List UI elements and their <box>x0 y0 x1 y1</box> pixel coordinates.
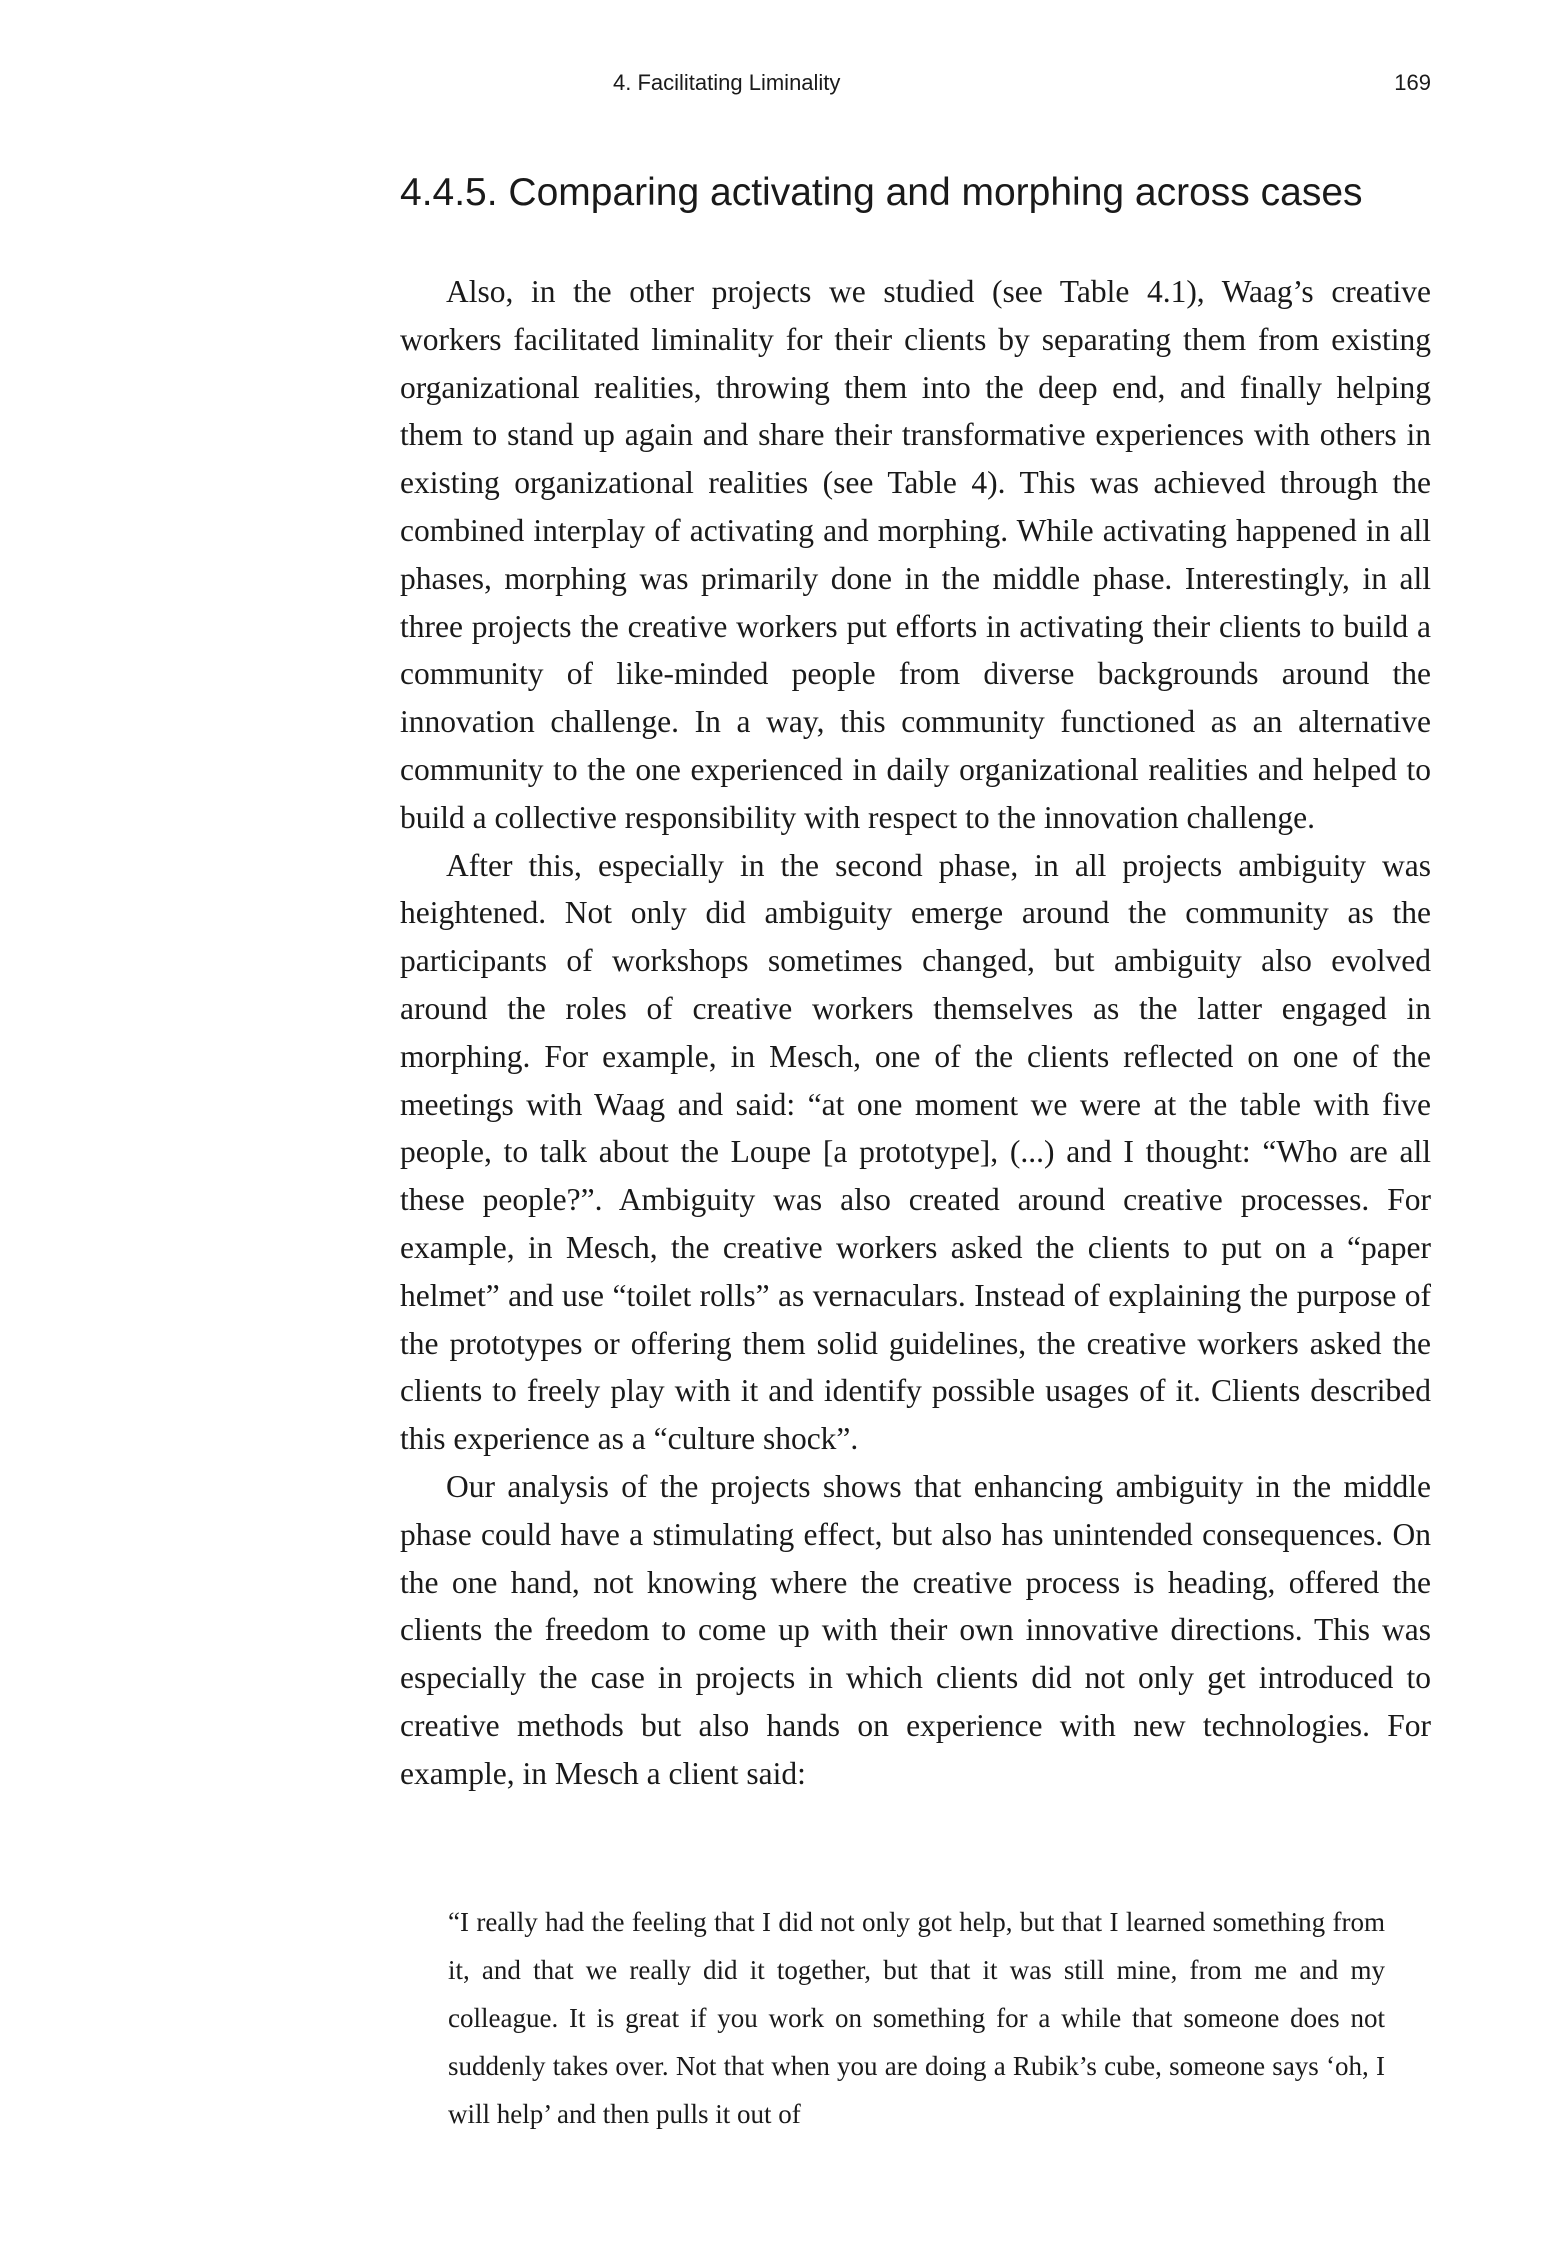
page-number: 169 <box>1394 70 1431 95</box>
paragraph: After this, especially in the second phase, in all projects ambiguity was heightened. Not only did ambiguity emerge around the community as the participants of workshops sometimes changed, but ambiguity also evolved around the roles of creative workers themselves as the latter engaged in morphing. For example, in Mesch, one of the clients reflected on one of the meetings with Waag and said: “at one moment we were at the table with five people, to talk about the Loupe [a prototype], (...) and I thought: “Who are all these people?”. Ambiguity was also created around creative processes. For example, in Mesch, the creative workers asked the clients to put on a “paper helmet” and use “toilet rolls” as vernaculars. Instead of explaining the purpose of the prototypes or offering them solid guidelines, the creative workers asked the clients to freely play with it and identify possible usages of it. Clients described this experience as a “culture shock”. <box>400 847 1431 1457</box>
paragraph: Our analysis of the projects shows that enhancing ambiguity in the middle phase could have a stimulating effect, but also has unintended consequences. On the one hand, not knowing where the creative process is heading, offered the clients the freedom to come up with their own innovative directions. This was especially the case in projects in which clients did not only get introduced to creative methods but also hands on experience with new technologies. For example, in Mesch a client said: <box>400 1468 1431 1791</box>
quote-text: “I really had the feeling that I did not only got help, but that I learned something from it, and that we really did it together, but that it was still mine, from me and my colleague. It is great if you work on something for a while that someone does not suddenly takes over. Not that when you are doing a Rubik’s cube, someone says ‘oh, I will help’ and then pulls it out of <box>448 1907 1385 2129</box>
paragraph: Also, in the other projects we studied (see Table 4.1), Waag’s creative workers facilitated liminality for their clients by separating them from existing organizational realities, throwing them into the deep end, and finally helping them to stand up again and share their transformative experiences with others in existing organizational realities (see Table 4). This was achieved through the combined interplay of activating and morphing. While activating happened in all phases, morphing was primarily done in the middle phase. Interestingly, in all three projects the creative workers put efforts in activating their clients to build a community of like-minded people from diverse backgrounds around the innovation challenge. In a way, this community functioned as an alternative community to the one experienced in daily organizational realities and helped to build a collective responsibility with respect to the innovation challenge. <box>400 274 1431 835</box>
body-text <box>400 268 1431 1798</box>
running-head-title: 4. Facilitating Liminality <box>613 70 841 95</box>
block-quote <box>448 1898 1385 2138</box>
section-heading: 4.4.5. Comparing activating and morphing across cases <box>400 171 1363 214</box>
